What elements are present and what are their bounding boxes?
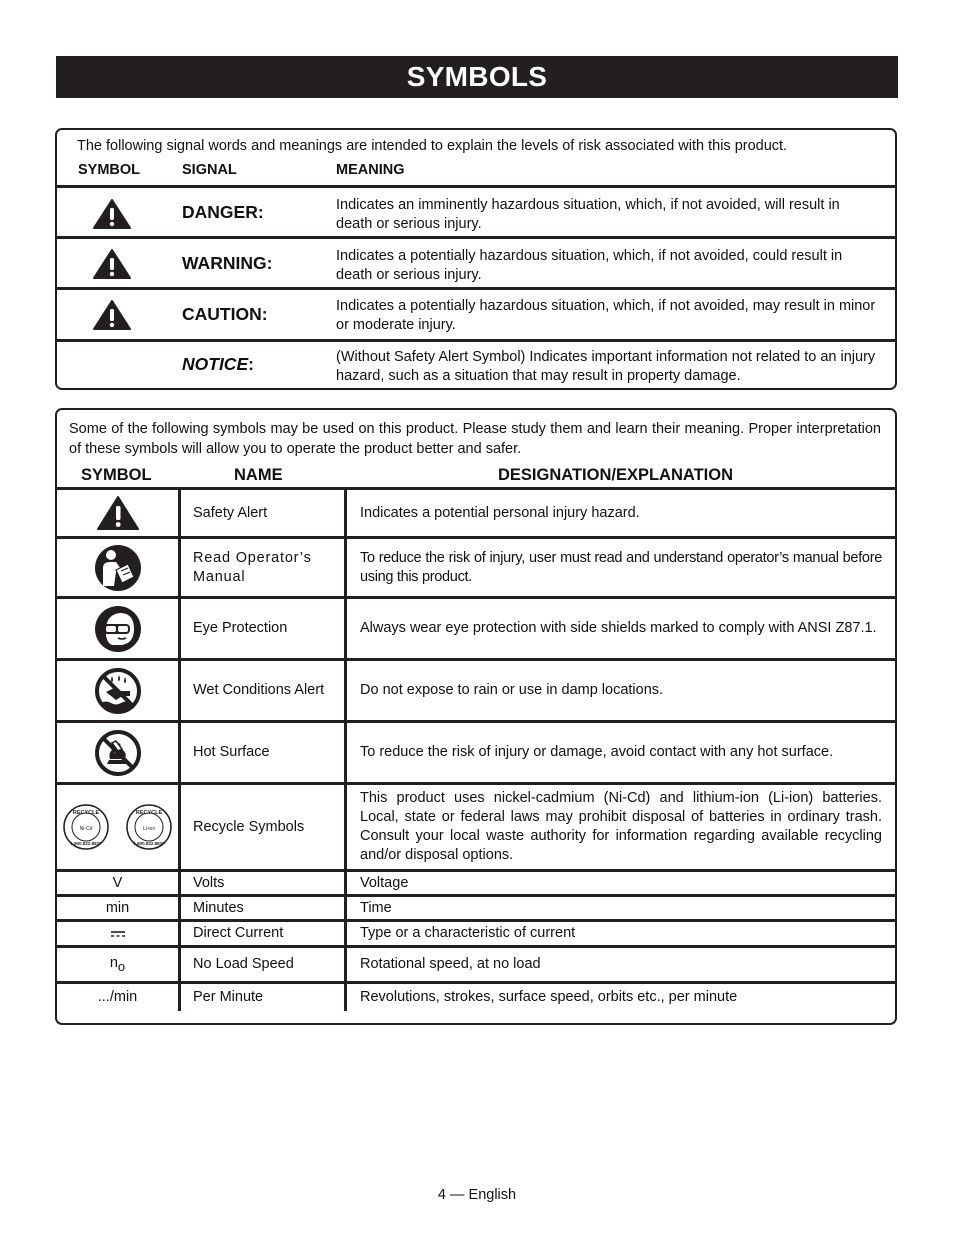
symbols-box: [55, 408, 897, 1025]
signal-row-danger: [57, 185, 895, 237]
seal-text-type: Ni-Cd: [79, 826, 93, 832]
seal-text-type: Li-ion: [142, 826, 155, 832]
designation-cell: This product uses nickel-cadmium (Ni-Cd) and lithium-ion (Li-ion) batteries. Local, state or federal laws may prohibit disposal of batteries in ordinary trash. Consult your local waste authority for information regarding available recycling and/or disposal options.: [346, 784, 896, 871]
direct-current-icon: [110, 930, 126, 938]
header-designation: DESIGNATION/EXPLANATION: [498, 466, 733, 484]
symbol-sub-o: o: [117, 958, 126, 974]
table-row: [57, 947, 895, 983]
name-cell: Minutes: [180, 896, 346, 921]
designation-cell: Revolutions, strokes, surface speed, orbits etc., per minute: [346, 983, 896, 1011]
recycle-seal-icon: [125, 803, 173, 851]
meaning-danger: Indicates an imminently hazardous situation, which, if not avoided, will result in death or serious injury.: [336, 197, 840, 232]
symbol-cell: [57, 660, 180, 722]
symbols-intro: Some of the following symbols may be used on this product. Please study them and learn their meaning. Proper interpretation of these symbols will allow you to operate the product better and safer.: [69, 421, 881, 457]
signal-row-notice: [57, 339, 895, 391]
symbol-cell: V: [57, 871, 180, 896]
table-row: [57, 871, 895, 896]
symbols-table: [57, 487, 895, 1011]
table-row: [57, 489, 895, 538]
signal-notice-colon: :: [248, 354, 254, 374]
table-row: [57, 538, 895, 598]
name-cell: Hot Surface: [180, 722, 346, 784]
table-row: [57, 921, 895, 947]
meaning-warning: Indicates a potentially hazardous situation, which, if not avoided, could result in death or serious injury.: [336, 248, 843, 283]
name-cell: No Load Speed: [180, 947, 346, 983]
eye-protection-icon: [94, 605, 142, 653]
name-cell: Per Minute: [180, 983, 346, 1011]
table-row: [57, 983, 895, 1011]
designation-cell: Do not expose to rain or use in damp locations.: [346, 660, 896, 722]
name-cell: Direct Current: [180, 921, 346, 947]
table-row: [57, 598, 895, 660]
table-row: [57, 896, 895, 921]
header-meaning: MEANING: [336, 162, 405, 178]
name-cell: Read Operator’s Manual: [180, 538, 346, 598]
table-row: [57, 660, 895, 722]
designation-cell: Time: [346, 896, 896, 921]
symbol-cell: [57, 784, 180, 871]
name-cell: Eye Protection: [180, 598, 346, 660]
wet-conditions-icon: [94, 667, 142, 715]
signal-notice-word: NOTICE: [182, 354, 249, 374]
designation-cell: Indicates a potential personal injury hazard.: [346, 489, 896, 538]
seal-text-top: RECYCLE: [73, 810, 100, 816]
signal-notice: [182, 354, 254, 375]
signal-intro: The following signal words and meanings are intended to explain the levels of risk associated with this product.: [77, 138, 788, 154]
symbol-cell: [57, 947, 180, 983]
warning-triangle-icon: [93, 249, 131, 279]
meaning-notice: (Without Safety Alert Symbol) Indicates important information not related to an injury hazard, such as a situation that may result in property damage.: [336, 349, 876, 384]
signal-row-caution: [57, 287, 895, 339]
signal-row-warning: [57, 236, 895, 288]
hot-surface-icon: [94, 729, 142, 777]
symbol-cell: .../min: [57, 983, 180, 1011]
designation-cell: Always wear eye protection with side shields marked to comply with ANSI Z87.1.: [346, 598, 896, 660]
warning-triangle-icon: [97, 496, 139, 530]
symbol-cell: [57, 921, 180, 947]
name-cell: Safety Alert: [180, 489, 346, 538]
table-row: [57, 784, 895, 871]
header-symbol: SYMBOL: [81, 466, 152, 484]
page-title: SYMBOLS: [56, 56, 898, 98]
header-signal: SIGNAL: [182, 162, 237, 178]
signal-warning: WARNING:: [182, 253, 273, 273]
page-footer: 4 — English: [437, 1187, 517, 1203]
read-manual-icon: [94, 544, 142, 592]
designation-cell: Voltage: [346, 871, 896, 896]
symbol-cell: [57, 598, 180, 660]
symbol-cell: [57, 489, 180, 538]
header-name: NAME: [234, 466, 283, 484]
symbol-cell: [57, 538, 180, 598]
warning-triangle-icon: [93, 300, 131, 330]
symbol-cell: min: [57, 896, 180, 921]
designation-cell: Type or a characteristic of current: [346, 921, 896, 947]
symbol-cell: [57, 722, 180, 784]
designation-cell: To reduce the risk of injury or damage, avoid contact with any hot surface.: [346, 722, 896, 784]
symbol-n: n: [109, 954, 118, 971]
warning-triangle-icon: [93, 199, 131, 229]
signal-words-box: [55, 128, 897, 390]
seal-text-bottom: 1.800.822.8837: [133, 841, 165, 846]
signal-caution: CAUTION:: [182, 304, 268, 324]
seal-text-top: RECYCLE: [135, 810, 162, 816]
designation-cell: To reduce the risk of injury, user must read and understand operator’s manual before using this product.: [346, 538, 896, 598]
signal-danger: DANGER:: [182, 202, 264, 222]
name-cell: Recycle Symbols: [180, 784, 346, 871]
name-cell: Volts: [180, 871, 346, 896]
name-cell: Wet Conditions Alert: [180, 660, 346, 722]
designation-cell: Rotational speed, at no load: [346, 947, 896, 983]
meaning-caution: Indicates a potentially hazardous situation, which, if not avoided, may result in minor or moderate injury.: [336, 298, 876, 333]
table-row: [57, 722, 895, 784]
recycle-seal-icon: [62, 803, 110, 851]
header-symbol: SYMBOL: [78, 162, 141, 178]
seal-text-bottom: 1.800.822.8837: [70, 841, 102, 846]
